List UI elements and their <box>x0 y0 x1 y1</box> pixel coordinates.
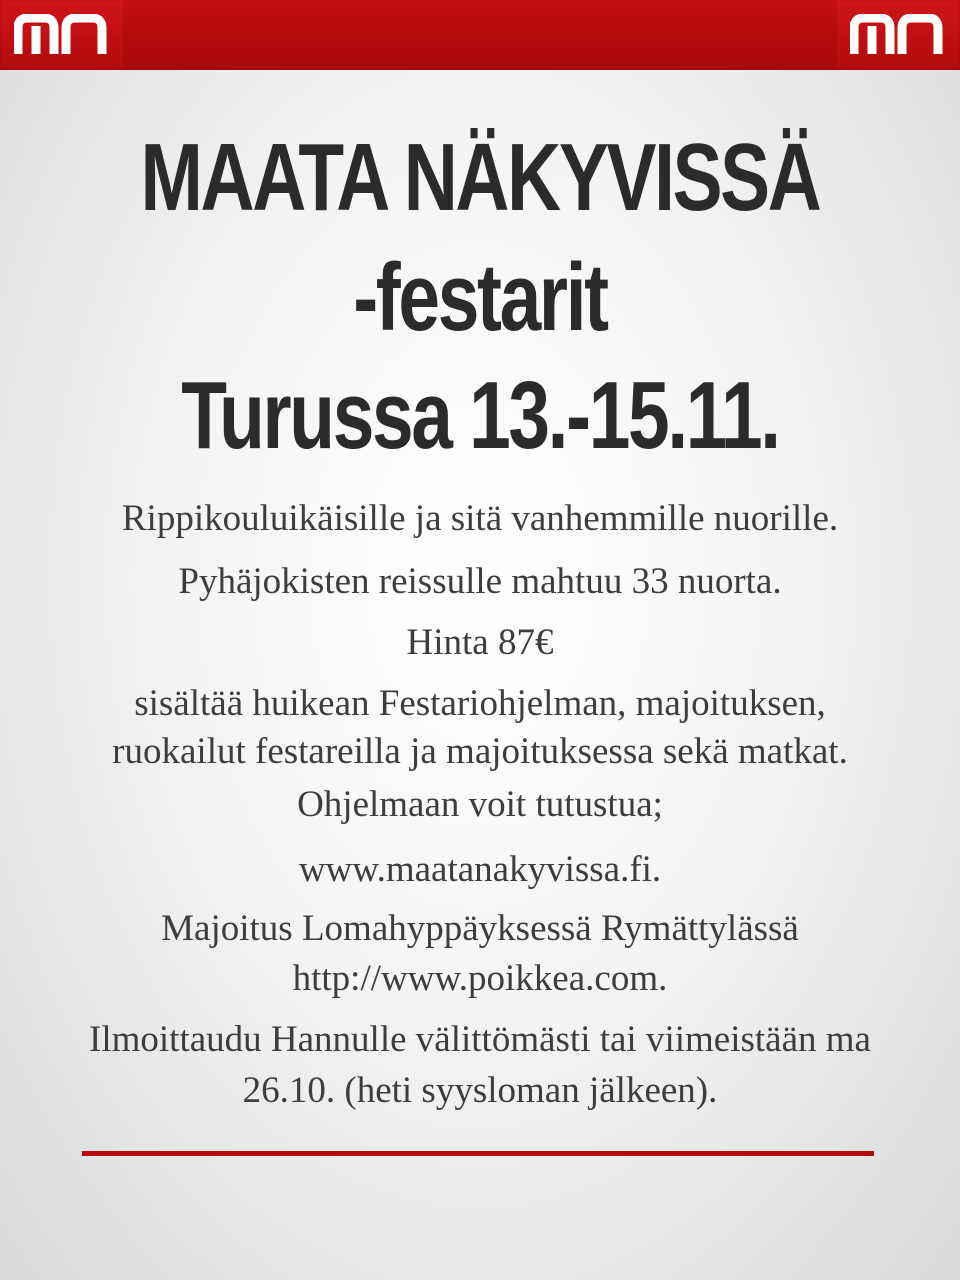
link-poikkea[interactable]: http://www.poikkea.com. <box>292 958 668 999</box>
body-line-2: Pyhäjokisten reissulle mahtuu 33 nuorta. <box>178 561 782 602</box>
mn-logo-icon <box>850 14 946 56</box>
mn-logo-icon <box>14 14 110 56</box>
body-line-5: ruokailut festareilla ja majoituksessa sekä matkat. <box>112 731 848 772</box>
title-line-2: -festarit <box>353 244 607 351</box>
body-line-8: Majoitus Lomahyppäyksessä Rymättylässä <box>161 908 799 949</box>
header-bar <box>0 0 960 70</box>
body-line-price: Hinta 87€ <box>406 622 554 663</box>
body-line-4: sisältää huikean Festariohjelman, majoituksen, <box>134 683 826 724</box>
body-line-6: Ohjelmaan voit tutustua; <box>297 784 663 825</box>
title-line-1: MAATA NÄKYVISSÄ <box>140 124 820 231</box>
body-line-10: Ilmoittaudu Hannulle välittömästi tai viimeistään ma <box>89 1019 871 1060</box>
bottom-divider <box>82 1151 874 1156</box>
body-line-1: Rippikouluikäisille ja sitä vanhemmille nuorille. <box>121 498 839 539</box>
logo-right <box>836 0 960 70</box>
body-line-11: 26.10. (heti syysloman jälkeen). <box>242 1070 718 1111</box>
title-line-3: Turussa 13.-15.11. <box>181 362 779 469</box>
link-maatanakyvissa[interactable]: www.maatanakyvissa.fi. <box>298 849 662 890</box>
logo-left <box>0 0 124 70</box>
